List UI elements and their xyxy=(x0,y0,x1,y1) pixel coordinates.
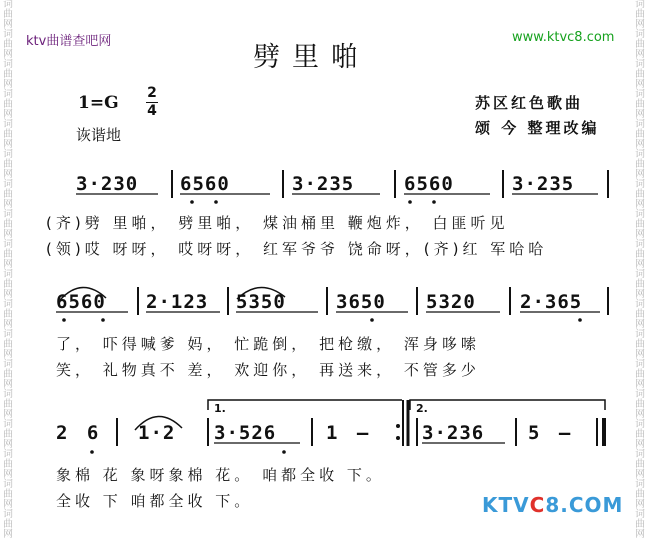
watermark-glyph: 曲 xyxy=(3,189,13,200)
watermark-glyph: 曲 xyxy=(3,39,13,50)
watermark-glyph: 词 xyxy=(635,29,645,40)
lyrics-line: (齐)劈 里啪， 劈里啪， 煤油桶里 鞭炮炸， 白匪听见 xyxy=(46,214,509,232)
watermark-glyph: 词 xyxy=(635,209,645,220)
watermark-glyph: 网 xyxy=(3,439,13,450)
watermark-glyph: 词 xyxy=(3,269,13,280)
watermark-glyph: 网 xyxy=(635,229,645,240)
watermark-glyph: 曲 xyxy=(3,99,13,110)
watermark-glyph: 词 xyxy=(3,29,13,40)
measure: 5 – xyxy=(528,422,572,444)
song-title: 劈里啪 xyxy=(253,42,370,73)
watermark-glyph: 网 xyxy=(3,259,13,270)
watermark-glyph: 曲 xyxy=(3,399,13,410)
lyrics-line: 全收 下 咱都全收 下。 xyxy=(56,492,254,510)
watermark-glyph: 词 xyxy=(3,179,13,190)
watermark-glyph: 曲 xyxy=(3,279,13,290)
watermark-glyph: 词 xyxy=(3,449,13,460)
measure: 1 – xyxy=(326,422,370,444)
measure: 3·236 xyxy=(422,422,485,444)
octave-dot xyxy=(282,450,286,454)
watermark-glyph: 网 xyxy=(635,259,645,270)
repeat-dot xyxy=(396,436,400,440)
watermark-glyph: 曲 xyxy=(635,519,645,530)
measure: 3·230 xyxy=(76,173,139,195)
song-source: 苏区红色歌曲 xyxy=(475,94,584,112)
watermark-glyph: 曲 xyxy=(635,9,645,20)
watermark-glyph: 网 xyxy=(3,529,13,540)
watermark-glyph: 词 xyxy=(635,389,645,400)
site-watermark-left: ktv曲谱查吧网 xyxy=(26,34,112,49)
lyrics-line: 了， 吓得喊爹 妈， 忙跪倒， 把枪缴， 浑身哆嗦 xyxy=(56,335,480,353)
watermark-glyph: 曲 xyxy=(3,219,13,230)
watermark-glyph: 曲 xyxy=(3,129,13,140)
watermark-glyph: 曲 xyxy=(635,69,645,80)
volta-bracket-1 xyxy=(208,400,402,410)
watermark-glyph: 词 xyxy=(635,119,645,130)
measure: 5350 xyxy=(236,291,286,313)
measure: 3·235 xyxy=(512,173,575,195)
volta-label-1: 1. xyxy=(214,402,226,415)
watermark-glyph: 网 xyxy=(3,49,13,60)
watermark-glyph: 网 xyxy=(635,469,645,480)
measure: 1·2 xyxy=(138,422,176,444)
measure: 6560 xyxy=(56,291,106,313)
watermark-glyph: 网 xyxy=(3,229,13,240)
watermark-glyph: 网 xyxy=(3,139,13,150)
watermark-glyph: 词 xyxy=(635,359,645,370)
watermark-glyph: 网 xyxy=(3,499,13,510)
watermark-glyph: 词 xyxy=(635,149,645,160)
logo-part-a: KTV xyxy=(482,493,530,517)
watermark-glyph: 词 xyxy=(635,299,645,310)
watermark-glyph: 网 xyxy=(635,139,645,150)
watermark-glyph: 词 xyxy=(3,299,13,310)
watermark-glyph: 网 xyxy=(635,409,645,420)
site-logo xyxy=(482,493,623,517)
watermark-glyph: 词 xyxy=(635,179,645,190)
watermark-glyph: 词 xyxy=(3,419,13,430)
measure: 3·235 xyxy=(292,173,355,195)
measure: 5320 xyxy=(426,291,476,313)
octave-dot xyxy=(578,318,582,322)
watermark-glyph: 网 xyxy=(3,109,13,120)
watermark-glyph: 词 xyxy=(3,119,13,130)
measure: 6560 xyxy=(180,173,230,195)
watermark-glyph: 网 xyxy=(635,19,645,30)
watermark-glyph: 网 xyxy=(3,319,13,330)
watermark-glyph: 词 xyxy=(3,209,13,220)
watermark-glyph: 网 xyxy=(635,379,645,390)
watermark-glyph: 网 xyxy=(635,169,645,180)
watermark-glyph: 曲 xyxy=(3,519,13,530)
measure: 2 6 xyxy=(56,422,100,444)
watermark-glyph: 曲 xyxy=(635,99,645,110)
measure: 2·365 xyxy=(520,291,583,313)
watermark-glyph: 曲 xyxy=(635,429,645,440)
logo-part-b: 8.COM xyxy=(545,493,624,517)
octave-dot xyxy=(214,200,218,204)
watermark-glyph: 曲 xyxy=(635,339,645,350)
watermark-glyph: 词 xyxy=(3,149,13,160)
watermark-glyph: 词 xyxy=(3,239,13,250)
watermark-glyph: 曲 xyxy=(3,369,13,380)
watermark-glyph: 曲 xyxy=(635,189,645,200)
watermark-glyph: 网 xyxy=(3,169,13,180)
watermark-glyph: 词 xyxy=(635,89,645,100)
watermark-glyph: 词 xyxy=(635,329,645,340)
watermark-glyph: 曲 xyxy=(635,399,645,410)
watermark-glyph: 曲 xyxy=(635,369,645,380)
watermark-glyph: 网 xyxy=(3,349,13,360)
logo-part-c: C xyxy=(529,493,546,517)
watermark-glyph: 曲 xyxy=(635,459,645,470)
watermark-glyph: 网 xyxy=(635,199,645,210)
watermark-glyph: 词 xyxy=(635,419,645,430)
measure: 3·526 xyxy=(214,422,277,444)
watermark-glyph: 网 xyxy=(3,199,13,210)
watermark-glyph: 网 xyxy=(635,499,645,510)
watermark-glyph: 曲 xyxy=(635,129,645,140)
measure: 3650 xyxy=(336,291,386,313)
watermark-glyph: 网 xyxy=(3,289,13,300)
watermark-glyph: 词 xyxy=(635,479,645,490)
song-arranger: 颂 今 整理改编 xyxy=(475,119,600,137)
watermark-glyph: 词 xyxy=(635,239,645,250)
measure: 6560 xyxy=(404,173,454,195)
key-signature: 1=G xyxy=(78,93,119,113)
watermark-glyph: 词 xyxy=(3,0,13,10)
watermark-glyph: 词 xyxy=(3,359,13,370)
octave-dot xyxy=(432,200,436,204)
time-signature-bottom: 4 xyxy=(147,103,157,119)
watermark-glyph: 网 xyxy=(3,79,13,90)
watermark-glyph: 网 xyxy=(3,19,13,30)
octave-dot xyxy=(408,200,412,204)
watermark-glyph: 曲 xyxy=(3,429,13,440)
watermark-glyph: 曲 xyxy=(635,489,645,500)
watermark-glyph: 曲 xyxy=(3,9,13,20)
watermark-glyph: 网 xyxy=(635,79,645,90)
watermark-glyph: 词 xyxy=(635,449,645,460)
watermark-glyph: 网 xyxy=(3,409,13,420)
watermark-glyph: 网 xyxy=(635,319,645,330)
watermark-glyph: 网 xyxy=(635,289,645,300)
watermark-glyph: 词 xyxy=(3,479,13,490)
watermark-glyph: 网 xyxy=(635,349,645,360)
watermark-glyph: 词 xyxy=(3,509,13,520)
watermark-glyph: 曲 xyxy=(635,279,645,290)
octave-dot xyxy=(90,450,94,454)
watermark-glyph: 网 xyxy=(635,439,645,450)
volta-label-2: 2. xyxy=(416,402,428,415)
watermark-glyph: 曲 xyxy=(3,69,13,80)
watermark-glyph: 曲 xyxy=(3,339,13,350)
watermark-glyph: 曲 xyxy=(635,249,645,260)
watermark-glyph: 词 xyxy=(635,269,645,280)
watermark-glyph: 网 xyxy=(3,469,13,480)
watermark-glyph: 词 xyxy=(3,59,13,70)
watermark-glyph: 词 xyxy=(3,389,13,400)
watermark-glyph: 曲 xyxy=(635,309,645,320)
watermark-glyph: 词 xyxy=(635,0,645,10)
watermark-glyph: 词 xyxy=(3,89,13,100)
watermark-glyph: 曲 xyxy=(3,159,13,170)
octave-dot xyxy=(370,318,374,322)
octave-dot xyxy=(190,200,194,204)
watermark-glyph: 曲 xyxy=(635,39,645,50)
watermark-glyph: 曲 xyxy=(635,159,645,170)
lyrics-line: 象棉 花 象呀象棉 花。 咱都全收 下。 xyxy=(56,466,385,484)
watermark-glyph: 曲 xyxy=(3,249,13,260)
watermark-glyph: 网 xyxy=(635,109,645,120)
watermark-glyph: 网 xyxy=(635,49,645,60)
lyrics-line: 笑， 礼物真不 差， 欢迎你， 再送来， 不管多少 xyxy=(56,361,480,379)
watermark-glyph: 词 xyxy=(635,59,645,70)
measure: 2·123 xyxy=(146,291,209,313)
watermark-glyph: 曲 xyxy=(3,459,13,470)
tempo-marking: 诙谐地 xyxy=(76,126,122,144)
watermark-glyph: 曲 xyxy=(3,489,13,500)
octave-dot xyxy=(101,318,105,322)
watermark-glyph: 词 xyxy=(3,329,13,340)
site-watermark-right: www.ktvc8.com xyxy=(512,30,615,45)
time-signature-top: 2 xyxy=(147,85,157,101)
watermark-glyph: 网 xyxy=(3,379,13,390)
repeat-dot xyxy=(396,424,400,428)
octave-dot xyxy=(62,318,66,322)
watermark-glyph: 词 xyxy=(635,509,645,520)
watermark-glyph: 曲 xyxy=(3,309,13,320)
watermark-glyph: 曲 xyxy=(635,219,645,230)
lyrics-line: (领)哎 呀呀， 哎呀呀， 红军爷爷 饶命呀，(齐)红 军哈哈 xyxy=(46,240,548,258)
volta-bracket-2 xyxy=(410,400,605,410)
watermark-glyph: 网 xyxy=(635,529,645,540)
